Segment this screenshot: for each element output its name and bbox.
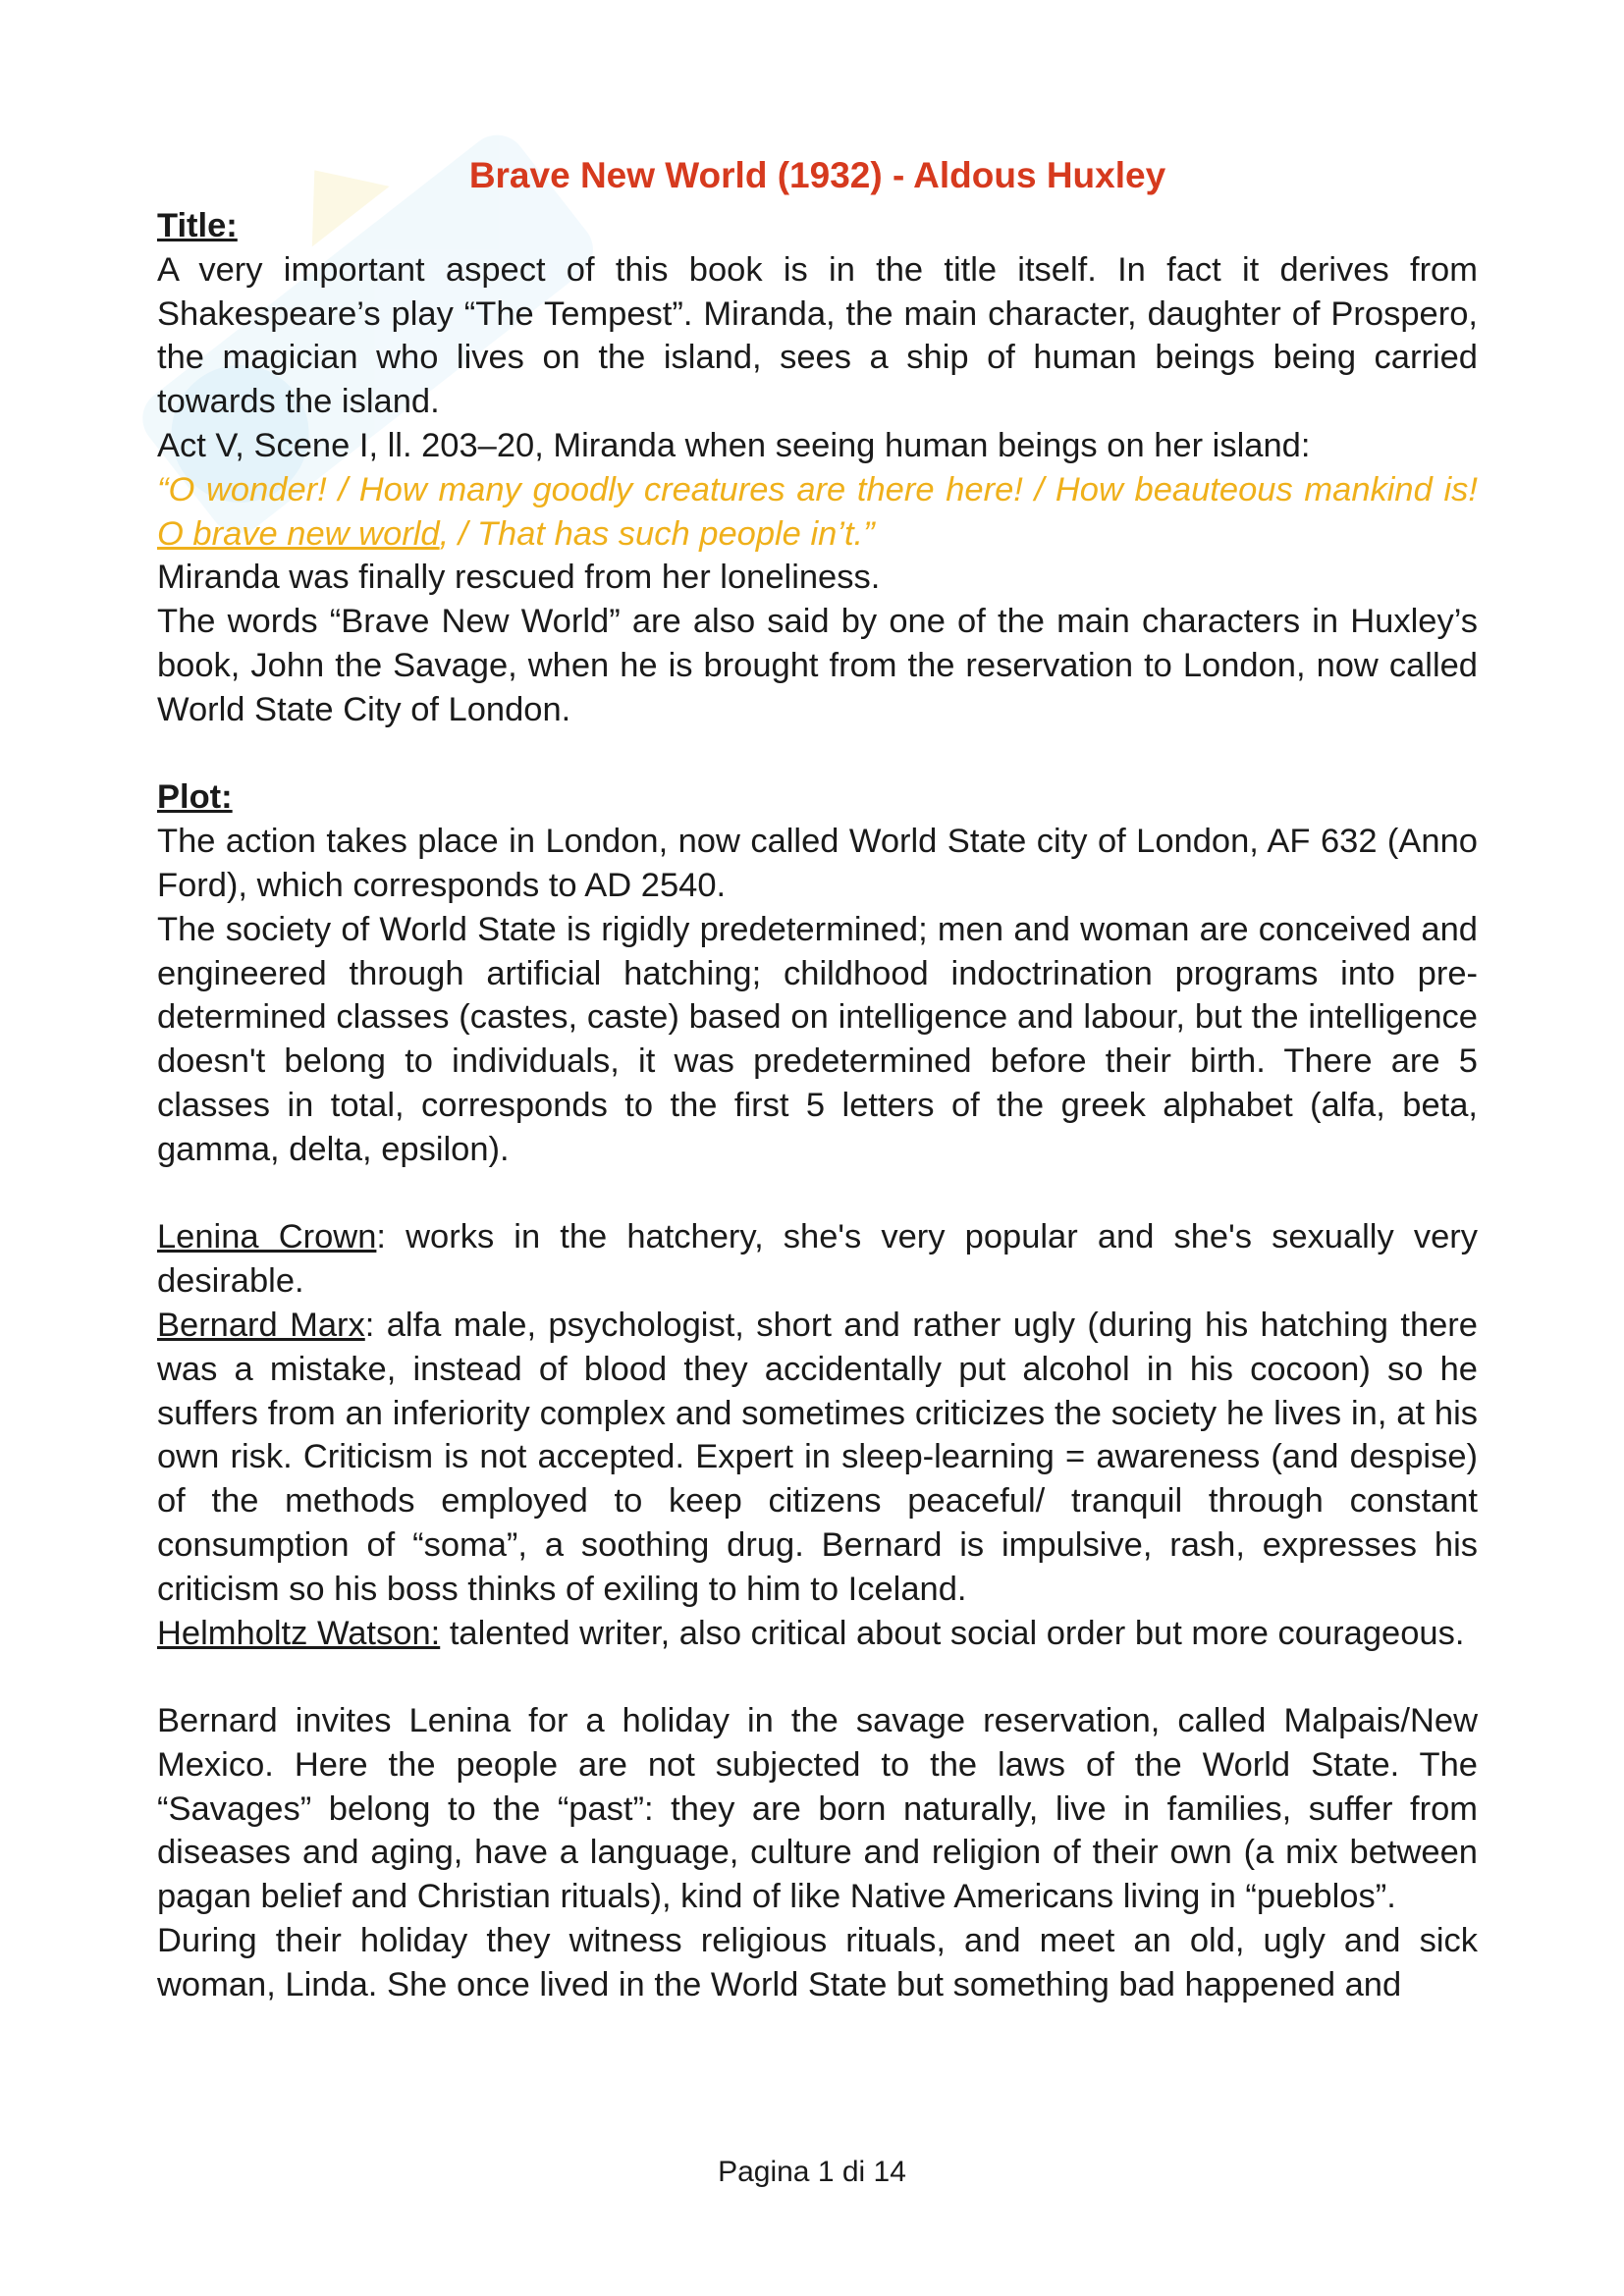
character-name: Lenina Crown	[157, 1218, 377, 1256]
character-bernard	[157, 1304, 1478, 1612]
spacer	[157, 1172, 1478, 1216]
page-number: Pagina 1 di 14	[718, 2156, 906, 2188]
quote-part-1: “O wonder! / How many goodly creatures are there here! / How beauteous mankind is!	[157, 470, 1478, 508]
plot-paragraph-4: During their holiday they witness religious rituals, and meet an old, ugly and sick woman, Linda. She once lived in the World State but something bad happened and	[157, 1922, 1478, 2003]
quote-part-2: , / That has such people in’t.”	[439, 514, 875, 553]
title-paragraph-4: The words “Brave New World” are also said by one of the main characters in Huxley’s book, John the Savage, when he is brought from the reservation to London, now called World State City of London.	[157, 603, 1478, 728]
plot-section-heading: Plot:	[157, 778, 233, 817]
character-lenina	[157, 1215, 1478, 1304]
spacer	[157, 732, 1478, 776]
document-body	[157, 147, 1478, 2007]
document-title: Brave New World (1932) - Aldous Huxley	[468, 155, 1166, 195]
character-name: Helmholtz Watson:	[157, 1614, 441, 1652]
title-paragraph-1: A very important aspect of this book is in the title itself. In fact it derives from Shakespeare’s play “The Tempest”. Miranda, the main character, daughter of Prospero, the magician who lives on the island, sees a ship of human beings being carried towards the island.	[157, 250, 1478, 421]
tempest-quote	[157, 468, 1478, 557]
character-description: : alfa male, psychologist, short and rather ugly (during his hatching there was a mistake, instead of blood they accidentally put alcohol in his cocoon) so he suffers from an inferiority complex and sometimes criticizes the society he lives in, at his own risk. Criticism is not accepted. Expert in sleep-learning = awareness (and despise) of the methods employed to keep citizens peaceful/ tranquil through constant consumption of “soma”, a soothing drug. Bernard is impulsive, rash, expresses his criticism so his boss thinks of exiling to him to Iceland.	[157, 1306, 1478, 1608]
character-description: talented writer, also critical about social order but more courageous.	[440, 1614, 1465, 1652]
title-section-heading: Title:	[157, 207, 238, 244]
character-name: Bernard Marx	[157, 1306, 365, 1344]
plot-paragraph-1: The action takes place in London, now called World State city of London, AF 632 (Anno Ford), which corresponds to AD 2540.	[157, 823, 1478, 904]
title-paragraph-2: Act V, Scene I, ll. 203–20, Miranda when seeing human beings on her island:	[157, 426, 1311, 464]
plot-paragraph-3: Bernard invites Lenina for a holiday in the savage reservation, called Malpais/New Mexico. Here the people are not subjected to the laws of the World State. The “Savages” belong to the “past”: they are born naturally, live in families, suffer from diseases and aging, have a language, culture and religion of their own (a mix between pagan belief and Christian rituals), kind of like Native Americans living in “pueblos”.	[157, 1702, 1478, 1916]
character-helmholtz	[157, 1612, 1478, 1656]
title-paragraph-3: Miranda was finally rescued from her loneliness.	[157, 559, 881, 597]
quote-underlined: O brave new world	[157, 514, 440, 553]
plot-paragraph-2: The society of World State is rigidly predetermined; men and woman are conceived and engineered through artificial hatching; childhood indoctrination programs into pre-determined classes (castes, caste) based on intelligence and labour, but the intelligence doesn't belong to individuals, it was predetermined before their birth. There are 5 classes in total, corresponds to the first 5 letters of the greek alphabet (alfa, beta, gamma, delta, epsilon).	[157, 910, 1478, 1168]
spacer	[157, 1655, 1478, 1699]
character-description: : works in the hatchery, she's very popular and she's sexually very desirable.	[157, 1218, 1478, 1301]
